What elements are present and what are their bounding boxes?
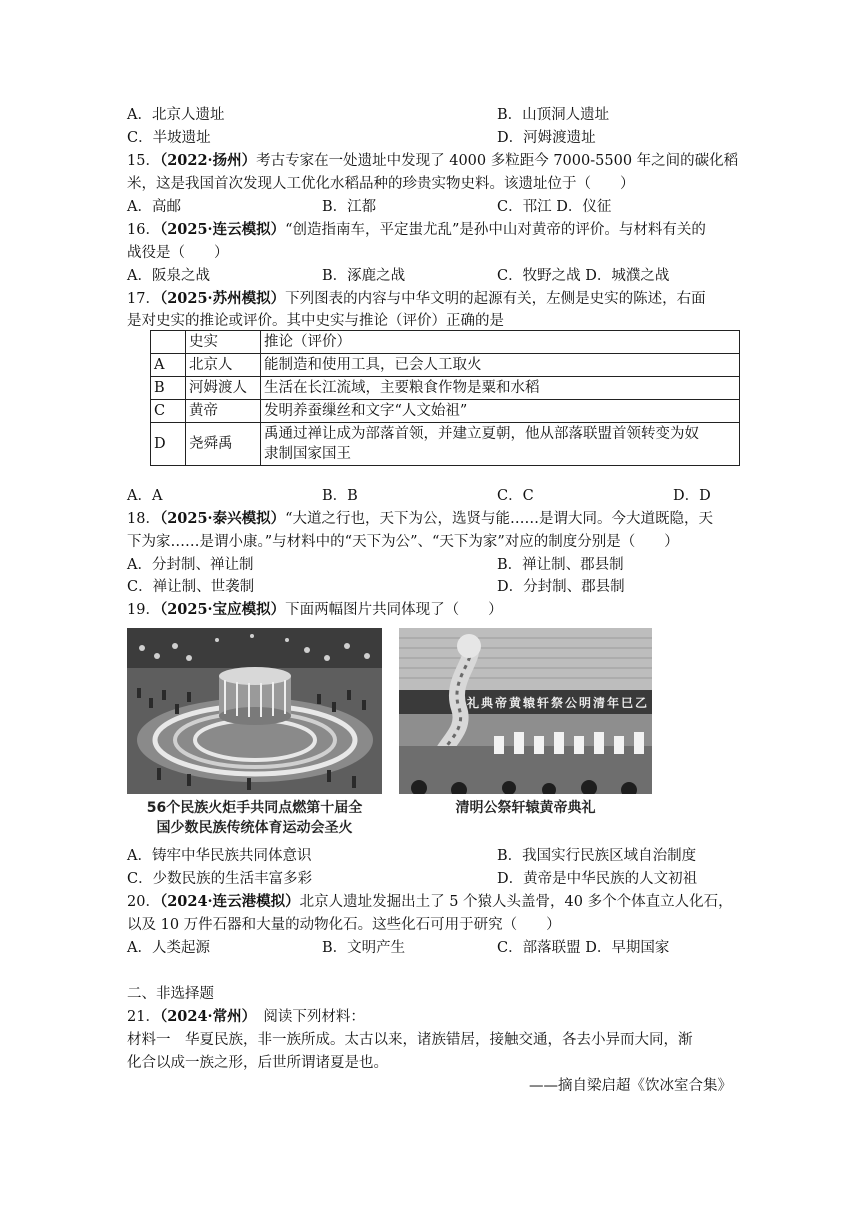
q21-citation: ——摘自梁启超《饮冰室合集》 (529, 1078, 732, 1094)
table-cell-line: 禹通过禅让成为部落首领，并建立夏朝，他从部落联盟首领转变为奴 (264, 426, 699, 442)
q18-option-c: C．禅让制、世袭制 (127, 579, 255, 595)
table-cell: 尧舜禹 (186, 423, 261, 466)
table-row (151, 400, 740, 423)
table-cell-line: 隶制国家国王 (264, 446, 351, 462)
left-caption-line1: 56个民族火炬手共同点燃第十届全 (146, 800, 363, 816)
q14-option-a: A．北京人遗址 (127, 107, 225, 123)
q14-option-b: B．山顶洞人遗址 (497, 107, 610, 123)
table-cell: 黄帝 (186, 400, 261, 423)
q18-option-a: A．分封制、禅让制 (127, 557, 254, 573)
table-row (151, 354, 740, 377)
q15-option-cd: C．邗江 D．仪征 (497, 199, 612, 215)
q14-option-d: D．河姆渡遗址 (497, 130, 596, 146)
table-cell: C (151, 400, 186, 423)
q20-stem-line1: 20．（2024·连云港模拟）北京人遗址发掘出土了 5 个猿人头盖骨，40 多个个体直立人化石， (127, 893, 733, 910)
table-cell: D (151, 423, 186, 466)
q17-option-a: A．A (127, 488, 163, 504)
q19-stem-line1: 19．（2025·宝应模拟）下面两幅图片共同体现了（ ） (127, 601, 503, 618)
table-cell: 推论（评价） (261, 331, 740, 354)
section-heading: 二、非选择题 (127, 986, 214, 1002)
table-cell: 能制造和使用工具，已会人工取火 (261, 354, 740, 377)
q16-option-cd: C．牧野之战 D．城濮之战 (497, 268, 670, 284)
ceremony-banner-text: 乙巳年清明公祭轩辕黄帝典礼 (466, 696, 649, 710)
table-cell (261, 423, 740, 466)
q17-stem-line2: 是对史实的推论或评价。其中史实与推论（评价）正确的是 (127, 313, 504, 329)
q18-stem-line2: 下为家……是谓小康。”与材料中的“天下为公”、“天下为家”对应的制度分别是（ ） (127, 534, 679, 550)
q21-material-line1: 材料一 华夏民族，非一族所成。太古以来，诸族错居，接触交通，各去小异而大同，渐 (127, 1032, 693, 1048)
q20-option-a: A．人类起源 (127, 940, 210, 956)
q20-option-b: B．文明产生 (322, 940, 406, 956)
table-cell: 生活在长江流域，主要粮食作物是粟和水稻 (261, 377, 740, 400)
left-photo-caption (127, 798, 382, 838)
q15-stem-line1: 15．（2022·扬州）考古专家在一处遗址中发现了 4000 多粒距今 7000-5500 年之间的碳化稻 (127, 152, 739, 169)
huangdi-ceremony-photo (399, 628, 652, 794)
table-header-row (151, 331, 740, 354)
table-cell: 发明养蚕缫丝和文字“人文始祖” (261, 400, 740, 423)
q19-option-d: D．黄帝是中华民族的人文初祖 (497, 871, 698, 887)
table-cell (151, 331, 186, 354)
table-cell: 史实 (186, 331, 261, 354)
q17-option-c: C．C (497, 488, 534, 504)
q19-option-a: A．铸牢中华民族共同体意识 (127, 848, 312, 864)
q20-stem-line2: 以及 10 万件石器和大量的动物化石。这些化石可用于研究（ ） (127, 917, 561, 933)
q18-option-d: D．分封制、郡县制 (497, 579, 625, 595)
q18-stem-line1: 18．（2025·泰兴模拟）“大道之行也，天下为公，选贤与能……是谓大同。今大道既隐，天 (127, 510, 714, 527)
q16-option-b: B．涿鹿之战 (322, 268, 406, 284)
q20-option-cd: C．部落联盟 D．早期国家 (497, 940, 670, 956)
huangdi-ceremony-illustration (399, 628, 652, 794)
q16-stem-line2: 战役是（ ） (127, 245, 229, 261)
q21-stem: 21．（2024·常州） 阅读下列材料： (127, 1008, 365, 1025)
table-cell: 北京人 (186, 354, 261, 377)
q17-table (150, 330, 740, 466)
q19-option-c: C．少数民族的生活丰富多彩 (127, 871, 313, 887)
q16-option-a: A．阪泉之战 (127, 268, 210, 284)
q17-stem-line1: 17．（2025·苏州模拟）下列图表的内容与中华文明的起源有关，左侧是史实的陈述，右面 (127, 290, 706, 307)
q19-option-b: B．我国实行民族区域自治制度 (497, 848, 697, 864)
left-caption-line2: 国少数民族传统体育运动会圣火 (156, 820, 353, 836)
q21-material-line2: 化合以成一族之形，后世所谓诸夏是也。 (127, 1055, 388, 1071)
q14-option-c: C．半坡遗址 (127, 130, 211, 146)
table-cell: A (151, 354, 186, 377)
right-photo-caption: 清明公祭轩辕黄帝典礼 (455, 800, 596, 816)
q16-stem-line1: 16．（2025·连云模拟）“创造指南车，平定蚩尤乱”是孙中山对黄帝的评价。与材料有关的 (127, 221, 706, 238)
q15-stem-line2: 米，这是我国首次发现人工优化水稻品种的珍贵实物史料。该遗址位于（ ） (127, 176, 635, 192)
table-cell: 河姆渡人 (186, 377, 261, 400)
q15-option-a: A．高邮 (127, 199, 181, 215)
q17-option-b: B．B (322, 488, 358, 504)
table-row (151, 423, 740, 466)
table-cell: B (151, 377, 186, 400)
table-row (151, 377, 740, 400)
torch-ceremony-photo (127, 628, 382, 794)
q18-option-b: B．禅让制、郡县制 (497, 557, 624, 573)
torch-ceremony-illustration (127, 628, 382, 794)
q17-option-d: D．D (673, 488, 711, 504)
q15-option-b: B．江都 (322, 199, 377, 215)
